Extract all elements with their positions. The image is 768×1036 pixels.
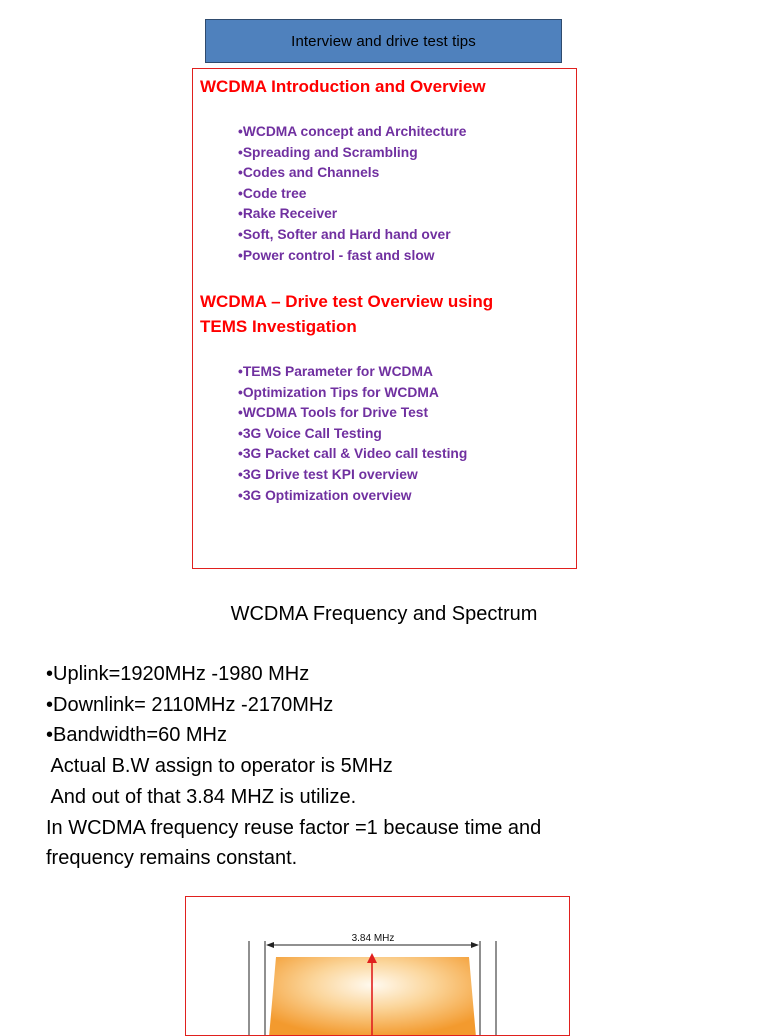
list-item: •3G Optimization overview [238,487,412,503]
frequency-section-title: WCDMA Frequency and Spectrum [230,603,538,625]
slide-title-box [205,19,562,63]
list-item: •WCDMA concept and Architecture [238,124,467,139]
list-item: •TEMS Parameter for WCDMA [238,364,433,379]
list-item: •3G Packet call & Video call testing [238,446,468,462]
list-item: •Optimization Tips for WCDMA [238,384,439,400]
list-item: •3G Drive test KPI overview [238,466,418,482]
list-item: •Downlink= 2110MHz -2170MHz [46,693,334,716]
list-item: •Spreading and Scrambling [238,144,418,160]
slide-title: Interview and drive test tips [291,32,476,50]
list-item: And out of that 3.84 MHZ is utilize. [46,785,357,808]
section-heading-drive-test-line2: TEMS Investigation [200,317,357,336]
drive-test-topic-list [238,362,467,506]
bandwidth-label: 3.84 MHz [351,933,395,944]
list-item: In WCDMA frequency reuse factor =1 because time and [46,816,542,839]
bandwidth-arrowhead-left [266,942,274,948]
list-item: •WCDMA Tools for Drive Test [238,405,429,421]
list-item: Actual B.W assign to operator is 5MHz [46,755,393,778]
list-item: frequency remains constant. [46,847,298,870]
section-heading-drive-test-line1: WCDMA – Drive test Overview using [200,292,494,311]
list-item: •Codes and Channels [238,165,380,181]
list-item: •Rake Receiver [238,206,338,222]
list-item: •Soft, Softer and Hard hand over [238,226,451,242]
list-item: •Code tree [238,185,307,201]
list-item: •Bandwidth=60 MHz [46,724,227,747]
frequency-details-list [46,659,541,874]
bandwidth-arrowhead-right [471,942,479,948]
list-item: •Uplink=1920MHz -1980 MHz [46,663,310,685]
spectrum-diagram-box [185,896,570,1036]
list-item: •3G Voice Call Testing [238,425,382,441]
intro-topic-list [238,122,466,266]
list-item: •Power control - fast and slow [238,247,435,263]
section-heading-intro: WCDMA Introduction and Overview [200,77,486,96]
spectrum-diagram [186,897,570,1036]
